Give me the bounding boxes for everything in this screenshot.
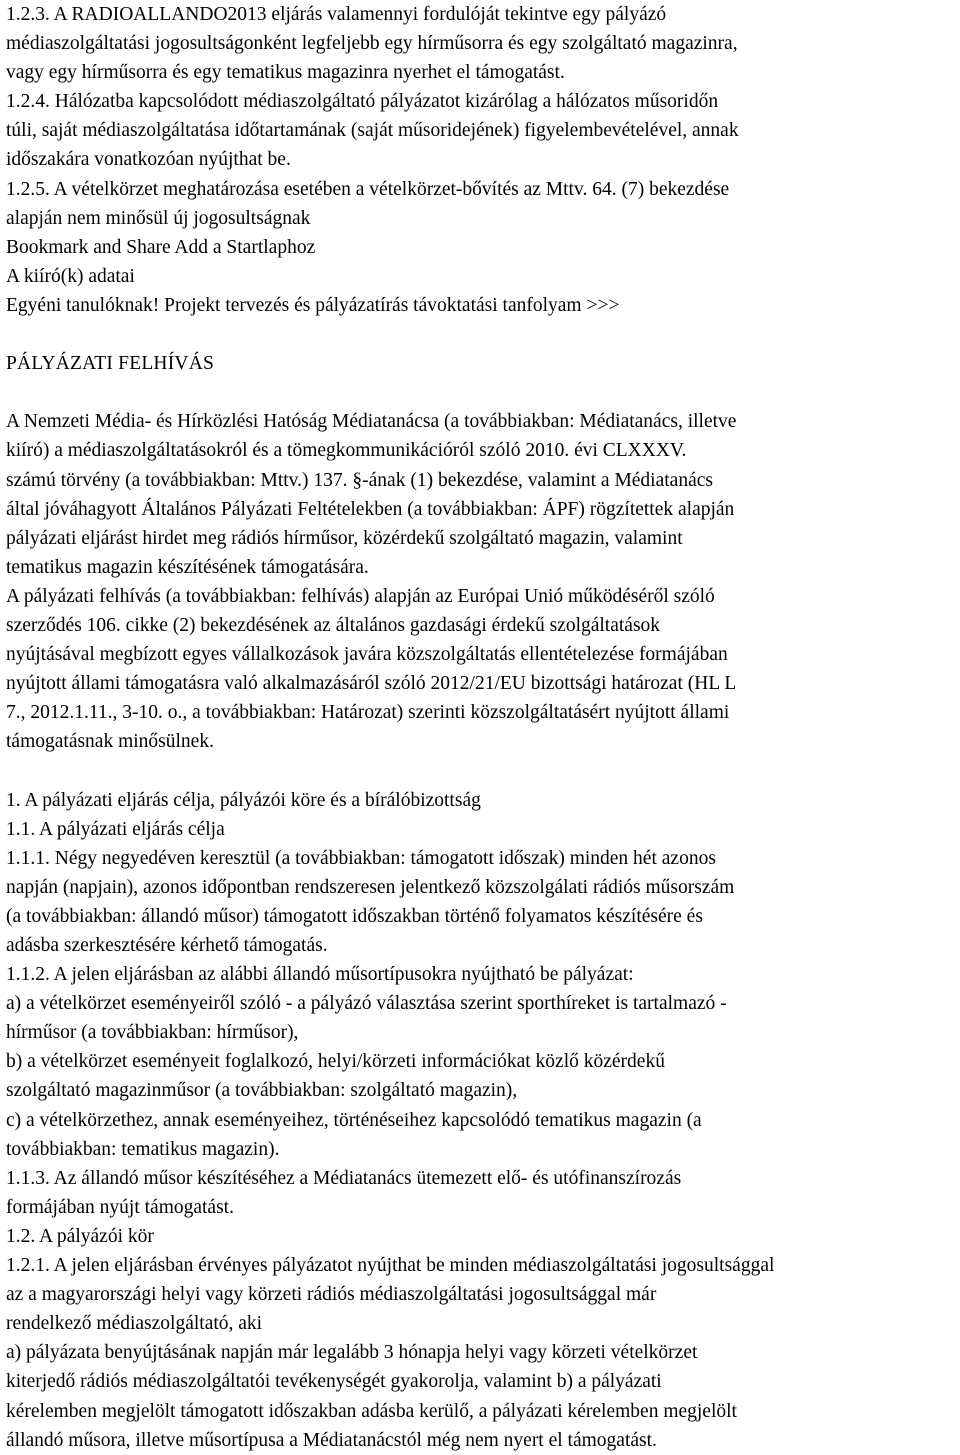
course-promo-link[interactable]: Egyéni tanulóknak! Projekt tervezés és pályázatírás távoktatási tanfolyam >>> xyxy=(6,294,620,316)
text-line: adásba szerkesztésére kérhető támogatás. xyxy=(6,935,328,956)
text-line: 1.2.1. A jelen eljárásban érvényes pályázatot nyújthat be minden médiaszolgáltatási jogosultsággal xyxy=(6,1255,775,1277)
text-line: szerződés 106. cikke (2) bekezdésének az általános gazdasági érdekű szolgáltatások xyxy=(6,614,661,636)
text-line: 1.2.5. A vételkörzet meghatározása esetében a vételkörzet-bővítés az Mttv. 64. (7) bekezdése xyxy=(6,178,730,200)
document-page xyxy=(6,0,956,1455)
text-line: napján (napjain), azonos időpontban rendszeresen jelentkező közszolgálati rádiós műsorszám xyxy=(6,876,735,898)
paragraph-gap xyxy=(6,378,956,407)
section-preamble xyxy=(6,407,956,756)
paragraph-gap xyxy=(6,320,956,349)
text-line: 1.1.3. Az állandó műsor készítéséhez a Médiatanács ütemezett elő- és utófinanszírozás xyxy=(6,1167,682,1189)
text-line: kiíró) a médiaszolgáltatásokról és a tömegkommunikációról szóló 2010. évi CLXXXV. xyxy=(6,440,687,462)
section-heading: 1. A pályázati eljárás célja, pályázói köre és a bírálóbizottság xyxy=(6,789,481,811)
text-line: 1.2.3. A RADIOALLANDO2013 eljárás valamennyi fordulóját tekintve egy pályázó xyxy=(6,4,667,25)
text-line: kérelemben megjelölt támogatott időszakban adásba kerülő, a pályázati kérelemben megjelölt xyxy=(6,1400,737,1422)
text-line: 7., 2012.1.11., 3-10. o., a továbbiakban: Határozat) szerinti közszolgáltatásért nyújtott állami xyxy=(6,702,730,724)
text-line: A pályázati felhívás (a továbbiakban: felhívás) alapján az Európai Unió működéséről szóló xyxy=(6,585,715,607)
section-goals-and-applicants xyxy=(6,786,956,1455)
text-line: időszakára vonatkozóan nyújthat be. xyxy=(6,149,291,171)
text-line: tematikus magazin készítésének támogatására. xyxy=(6,556,369,578)
text-line: 1.2.4. Hálózatba kapcsolódott médiaszolgáltató pályázatot kizárólag a hálózatos műsoridőn xyxy=(6,91,719,113)
text-line: az a magyarországi helyi vagy körzeti rádiós médiaszolgáltatási jogosultsággal már xyxy=(6,1284,657,1306)
text-line: túli, saját médiaszolgáltatása időtartamának (saját műsoridejének) figyelembevételével, annak xyxy=(6,120,739,142)
text-line: számú törvény (a továbbiakban: Mttv.) 137. §-ának (1) bekezdése, valamint a Médiatanács xyxy=(6,469,713,491)
section-call-title xyxy=(6,349,956,378)
list-item: a) a vételkörzet eseményeiről szóló - a pályázó választása szerint sporthíreket is tartalmazó - xyxy=(6,993,727,1015)
list-item: a) pályázata benyújtásának napján már legalább 3 hónapja helyi vagy körzeti vételkörzet xyxy=(6,1342,698,1364)
text-line: továbbiakban: tematikus magazin). xyxy=(6,1138,280,1160)
call-title: PÁLYÁZATI FELHÍVÁS xyxy=(6,353,215,375)
text-line: támogatásnak minősülnek. xyxy=(6,731,214,753)
text-line: formájában nyújt támogatást. xyxy=(6,1196,234,1218)
text-line: nyújtásával megbízott egyes vállalkozások javára közszolgáltatás ellentételezése formájában xyxy=(6,644,728,666)
text-line: vagy egy hírműsorra és egy tematikus magazinra nyerhet el támogatást. xyxy=(6,62,565,84)
text-line: által jóváhagyott Általános Pályázati Feltételekben (a továbbiakban: ÁPF) rögzítettek alapján xyxy=(6,498,735,520)
text-line: pályázati eljárást hirdet meg rádiós hírműsor, közérdekű szolgáltató magazin, valamint xyxy=(6,527,683,549)
subsection-heading: 1.2. A pályázói kör xyxy=(6,1225,154,1247)
text-line: (a továbbiakban: állandó műsor) támogatott időszakban történő folyamatos készítésére és xyxy=(6,905,703,927)
text-line: kiterjedő rádiós médiaszolgáltatói tevékenységét gyakorolja, valamint b) a pályázati xyxy=(6,1371,662,1393)
bookmark-share-link[interactable]: Bookmark and Share Add a Startlaphoz xyxy=(6,236,316,258)
subsection-heading: 1.1. A pályázati eljárás célja xyxy=(6,818,225,840)
paragraph-gap xyxy=(6,756,956,785)
text-line: alapján nem minősül új jogosultságnak xyxy=(6,207,311,229)
section-intro-rules xyxy=(6,0,956,320)
text-line: nyújtott állami támogatásra való alkalmazásáról szóló 2012/21/EU bizottsági határozat (HL L xyxy=(6,673,737,695)
text-line: médiaszolgáltatási jogosultságonként legfeljebb egy hírműsorra és egy szolgáltató magazinra, xyxy=(6,33,738,55)
text-line: 1.1.2. A jelen eljárásban az alábbi állandó műsortípusokra nyújtható be pályázat: xyxy=(6,964,634,986)
text-line: rendelkező médiaszolgáltató, aki xyxy=(6,1313,263,1335)
list-item: c) a vételkörzethez, annak eseményeihez, történéseihez kapcsolódó tematikus magazin (a xyxy=(6,1109,702,1131)
text-line: 1.1.1. Négy negyedéven keresztül (a továbbiakban: támogatott időszak) minden hét azonos xyxy=(6,847,716,869)
text-line: szolgáltató magazinműsor (a továbbiakban: szolgáltató magazin), xyxy=(6,1080,518,1102)
list-item: b) a vételkörzet eseményeit foglalkozó, helyi/körzeti információkat közlő közérdekű xyxy=(6,1051,665,1073)
text-line: A Nemzeti Média- és Hírközlési Hatóság Médiatanácsa (a továbbiakban: Médiatanács, illetve xyxy=(6,411,737,433)
text-line: állandó műsora, illetve műsortípusa a Médiatanácstól még nem nyert el támogatást. xyxy=(6,1429,657,1451)
text-line: hírműsor (a továbbiakban: hírműsor), xyxy=(6,1022,299,1044)
issuer-data-link[interactable]: A kiíró(k) adatai xyxy=(6,265,135,287)
